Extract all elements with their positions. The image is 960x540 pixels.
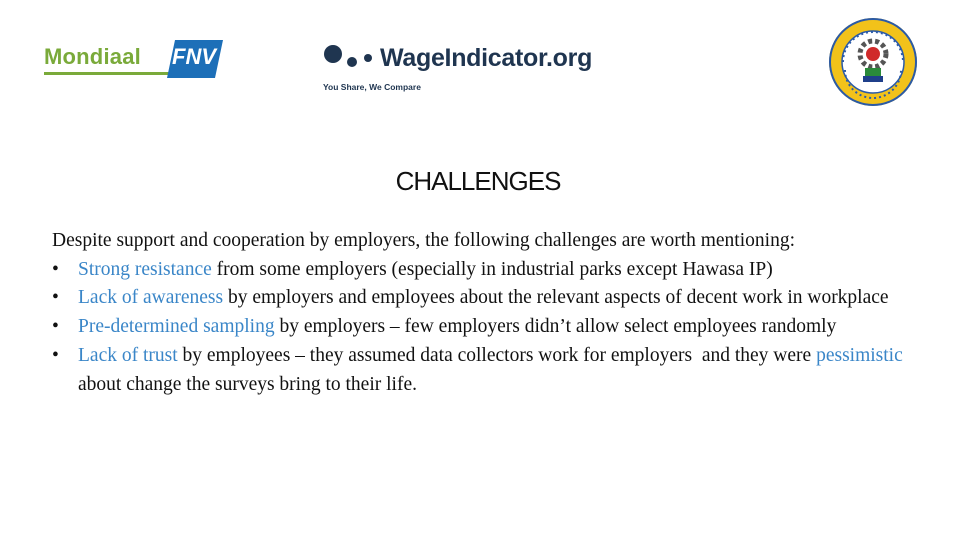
- bullet-highlight: Strong resistance: [78, 258, 212, 280]
- bullet-marker: •: [52, 287, 59, 309]
- bullet-text: by employees – they assumed data collectors work for employers and they were: [177, 344, 817, 366]
- bullet-marker: •: [52, 258, 59, 280]
- list-item: [52, 256, 932, 285]
- fnv-badge: [167, 40, 223, 78]
- bullet-text: by employers – few employers didn’t allow select employees randomly: [274, 316, 837, 338]
- wageindicator-name: WageIndicator.org: [380, 44, 593, 72]
- union-seal-logo: [825, 16, 921, 108]
- list-item: [52, 313, 932, 342]
- bullet-text: from some employers (especially in industrial parks except Hawasa IP): [211, 258, 773, 280]
- bullet-marker: •: [52, 344, 59, 366]
- mondiaal-logo-text: Mondiaal: [44, 44, 141, 69]
- bullet-highlight: Lack of awareness: [78, 287, 224, 309]
- wageindicator-dots-icon: [322, 42, 378, 74]
- wageindicator-logo: [322, 40, 642, 95]
- wageindicator-tagline: You Share, We Compare: [323, 82, 421, 92]
- list-item: [52, 342, 932, 399]
- union-emblem-seal-icon: [825, 16, 921, 108]
- list-item: [52, 284, 932, 313]
- mondiaal-underline: [44, 72, 170, 75]
- intro-paragraph: Despite support and cooperation by employers, the following challenges are worth mentioning:: [52, 230, 795, 251]
- bullet-highlight-secondary: pessimistic: [816, 344, 903, 366]
- bullet-marker: •: [52, 316, 59, 338]
- bullet-text: by employers and employees about the relevant aspects of decent work in workplace: [223, 287, 889, 309]
- fnv-badge-text: FNV: [172, 44, 216, 69]
- bullet-text-tail: about change the surveys bring to their life.: [78, 373, 417, 395]
- slide-title: CHALLENGES: [395, 166, 561, 196]
- slide-body: [52, 227, 932, 399]
- bullet-highlight: Pre-determined sampling: [78, 316, 275, 338]
- challenge-list: [52, 256, 932, 400]
- bullet-highlight: Lack of trust: [78, 344, 178, 366]
- mondiaal-fnv-logo: [44, 40, 224, 82]
